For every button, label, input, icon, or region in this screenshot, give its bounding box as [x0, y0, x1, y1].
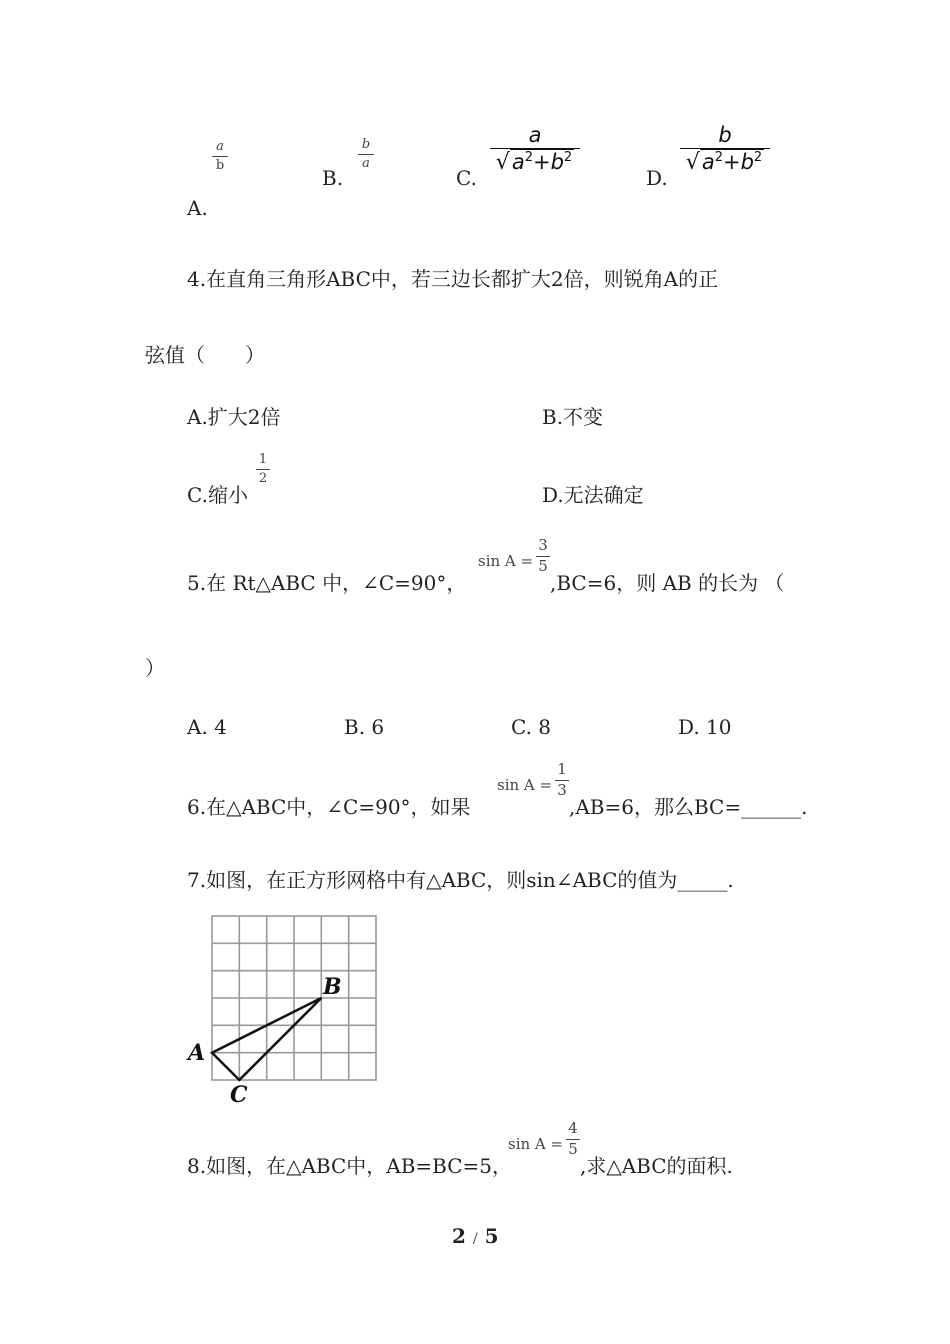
fraction-numerator: b	[361, 137, 371, 152]
vertex-label-c: C	[230, 1082, 248, 1108]
sqrt-denominator	[490, 151, 580, 174]
q5-close-paren: ）	[145, 656, 165, 680]
page-separator: /	[472, 1231, 478, 1247]
vertex-label-a: A	[188, 1040, 206, 1066]
q8-prefix: 8.如图，在△ABC中，AB=BC=5，	[187, 1154, 513, 1178]
q4-option-b: B.不变	[542, 405, 604, 429]
q5-prefix: 5.在 Rt△ABC 中，∠C=90°，	[187, 571, 467, 595]
var-b: b	[740, 150, 754, 175]
option-d-label: D.	[646, 166, 668, 190]
fraction-denominator: 3	[557, 780, 567, 799]
exponent: 2	[753, 150, 763, 166]
q5-option-a: A. 4	[187, 715, 227, 739]
option-c-fraction	[490, 124, 580, 174]
current-page: 2	[452, 1224, 466, 1248]
fraction-denominator: 5	[568, 1139, 578, 1158]
q4-option-d: D.无法确定	[542, 483, 644, 507]
var-a: a	[511, 150, 525, 175]
q8-suffix: ,求△ABC的面积.	[580, 1154, 733, 1178]
q8-sin: sin A =	[508, 1135, 564, 1153]
option-d-fraction	[680, 124, 770, 174]
fraction-numerator: 3	[538, 536, 548, 554]
total-pages: 5	[484, 1224, 499, 1248]
q4-line2: 弦值（ ）	[145, 343, 265, 367]
fraction-numerator: a	[216, 139, 224, 154]
q4-line1: 4.在直角三角形ABC中，若三边长都扩大2倍，则锐角A的正	[187, 267, 719, 291]
fraction-denominator: 2	[258, 470, 268, 486]
fraction-bar	[358, 154, 374, 155]
fraction-bar	[212, 156, 228, 157]
sqrt-denominator	[680, 151, 770, 174]
fraction-numerator: b	[718, 123, 732, 147]
option-a-label: A.	[187, 196, 208, 220]
option-b-fraction	[358, 138, 374, 170]
fraction-numerator: 4	[568, 1119, 578, 1137]
q4-option-a: A.扩大2倍	[187, 405, 281, 429]
vertex-label-b: B	[323, 974, 342, 1000]
q8-fraction	[566, 1121, 580, 1158]
exponent: 2	[714, 150, 723, 166]
plus-sign: +	[722, 150, 741, 175]
square-grid-figure	[186, 912, 386, 1112]
option-a-fraction	[212, 140, 228, 172]
fraction-numerator: 1	[557, 760, 567, 778]
sqrt-icon: √	[685, 150, 700, 176]
sqrt-icon: √	[495, 150, 510, 176]
q5-suffix: ,BC=6，则 AB 的长为 （	[550, 571, 785, 595]
plus-sign: +	[532, 150, 551, 175]
fraction-numerator: a	[528, 123, 542, 147]
option-b-label: B.	[322, 166, 344, 190]
var-b: b	[550, 150, 564, 175]
var-a: a	[701, 150, 715, 175]
q6-sin: sin A =	[497, 776, 553, 794]
q5-option-c: C. 8	[511, 715, 552, 739]
fraction-denominator: b	[215, 157, 225, 173]
q6-fraction	[555, 762, 569, 799]
q5-option-b: B. 6	[344, 715, 385, 739]
page-number	[452, 1224, 499, 1248]
fraction-denominator: a	[362, 155, 370, 171]
fraction-bar	[256, 469, 270, 470]
fraction-numerator: 1	[258, 452, 268, 467]
q5-sin: sin A =	[478, 552, 534, 570]
option-c-label: C.	[456, 166, 477, 190]
q6-prefix: 6.在△ABC中，∠C=90°，如果	[187, 795, 471, 819]
q7-text: 7.如图，在正方形网格中有△ABC，则sin∠ABC的值为_____.	[187, 868, 734, 892]
q5-option-d: D. 10	[678, 715, 732, 739]
grid-svg	[186, 912, 386, 1112]
grid-lines	[212, 916, 376, 1080]
q6-suffix: ,AB=6，那么BC=______.	[569, 795, 808, 819]
exponent: 2	[524, 150, 533, 166]
q4-option-c-fraction	[256, 453, 270, 485]
q5-fraction	[536, 538, 550, 575]
q4-option-c: C.缩小	[187, 483, 248, 507]
exponent: 2	[563, 150, 573, 166]
fraction-denominator: 5	[538, 556, 548, 575]
